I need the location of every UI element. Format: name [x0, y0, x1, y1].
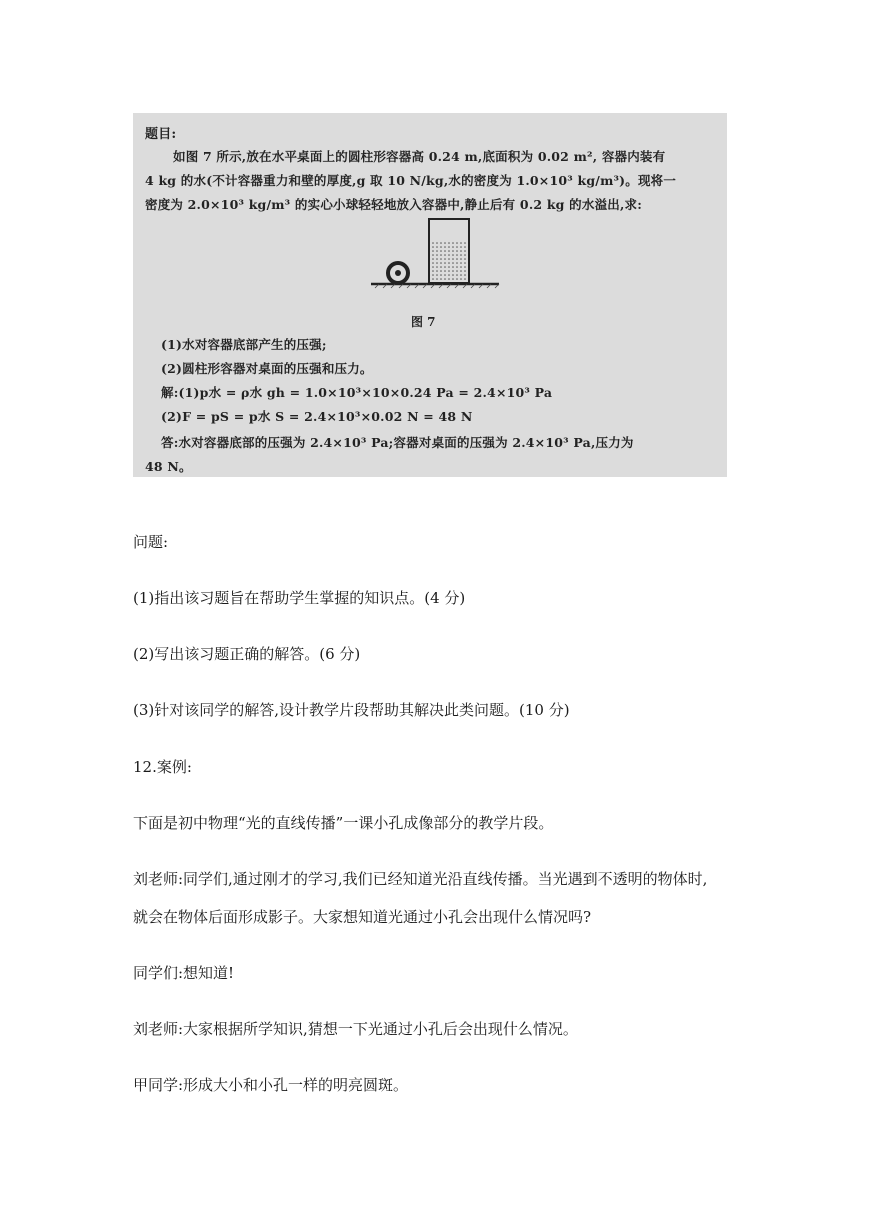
case-intro: 下面是初中物理“光的直线传播”一课小孔成像部分的教学片段。 — [133, 814, 554, 832]
problem-question-1: (1)水对容器底部产生的压强; — [161, 337, 327, 352]
problem-scan-box — [133, 113, 727, 477]
problem-text-line-2: 4 kg 的水(不计容器重力和壁的厚度,g 取 10 N/kg,水的密度为 1.0×10³ kg/m³)。现将一 — [145, 173, 677, 188]
solution-line-2: (2)F = pS = p水 S = 2.4×10³×0.02 N = 48 N — [161, 409, 473, 424]
students-reply: 同学们:想知道! — [133, 964, 235, 982]
case-label: 12.案例: — [133, 758, 192, 776]
solution-line-1: 解:(1)p水 = ρ水 gh = 1.0×10³×10×0.24 Pa = 2.4×10³ Pa — [161, 385, 553, 400]
questions-label: 问题: — [133, 533, 169, 551]
figure-7-diagram — [367, 217, 503, 303]
problem-heading: 题目: — [145, 127, 177, 142]
question-1: (1)指出该习题旨在帮助学生掌握的知识点。(4 分) — [133, 589, 466, 607]
question-3: (3)针对该同学的解答,设计教学片段帮助其解决此类问题。(10 分) — [133, 701, 570, 719]
problem-text-line-1: 如图 7 所示,放在水平桌面上的圆柱形容器高 0.24 m,底面积为 0.02 m², 容器内装有 — [173, 149, 666, 164]
answer-line-2: 48 N。 — [145, 459, 192, 474]
teacher-line-1b: 就会在物体后面形成影子。大家想知道光通过小孔会出现什么情况吗? — [133, 908, 592, 926]
teacher-line-2: 刘老师:大家根据所学知识,猜想一下光通过小孔后会出现什么情况。 — [133, 1020, 578, 1038]
water-fill — [430, 241, 468, 282]
problem-question-2: (2)圆柱形容器对桌面的压强和压力。 — [161, 361, 373, 376]
student-a-reply: 甲同学:形成大小和小孔一样的明亮圆斑。 — [133, 1076, 409, 1094]
answer-line-1: 答:水对容器底部的压强为 2.4×10³ Pa;容器对桌面的压强为 2.4×10³ Pa,压力为 — [161, 435, 634, 450]
figure-caption: 图 7 — [411, 315, 436, 329]
problem-text-line-3: 密度为 2.0×10³ kg/m³ 的实心小球轻轻地放入容器中,静止后有 0.2 kg 的水溢出,求: — [145, 197, 643, 212]
teacher-line-1a: 刘老师:同学们,通过刚才的学习,我们已经知道光沿直线传播。当光遇到不透明的物体时, — [133, 870, 708, 888]
question-2: (2)写出该习题正确的解答。(6 分) — [133, 645, 361, 663]
